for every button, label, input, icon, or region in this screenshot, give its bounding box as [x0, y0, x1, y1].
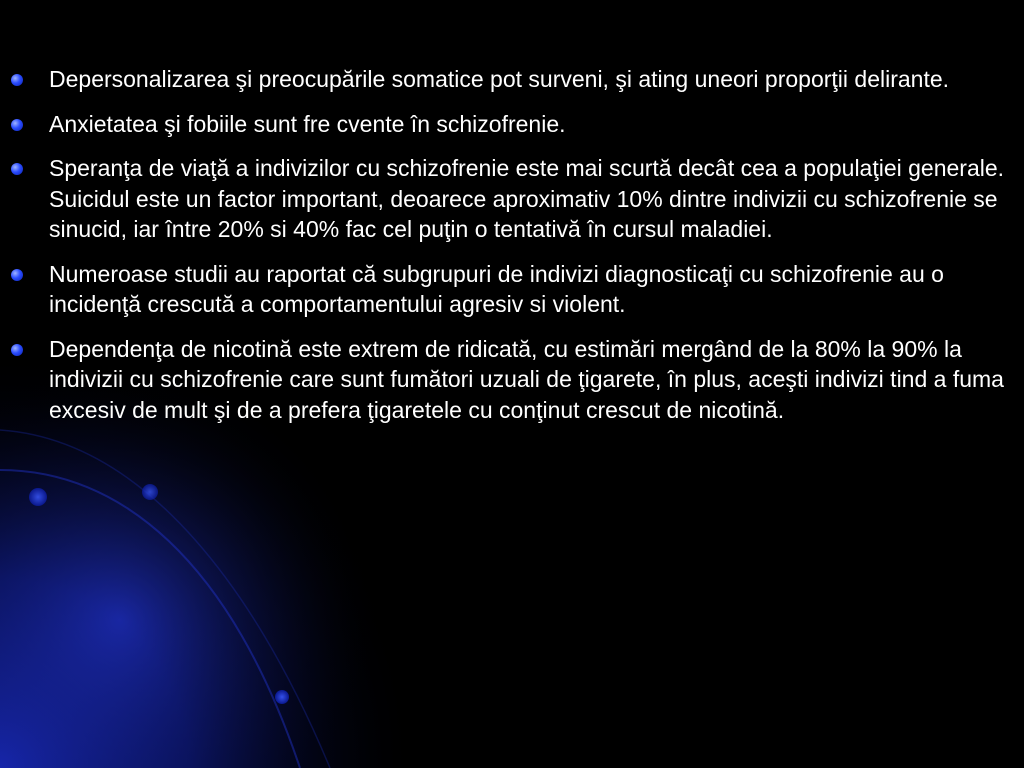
decor-dot [275, 690, 289, 704]
bullet-dot-icon [11, 344, 23, 356]
bullet-text: Depersonalizarea şi preocupările somatice pot surveni, şi ating uneori proporţii delirante. [49, 66, 950, 92]
bullet-dot-icon [11, 74, 23, 86]
bullet-text: Speranţa de viaţă a indivizilor cu schizofrenie este mai scurtă decât cea a populaţiei generale. Suicidul este un factor important, deoarece aproximativ 10% dintre indivizii cu schizofrenie se sinucid, iar între 20% si 40% fac cel puţin o tentativă în cursul maladiei. [49, 155, 1005, 242]
bullet-dot-icon [11, 163, 23, 175]
bullet-dot-icon [11, 269, 23, 281]
bullet-item [0, 153, 1024, 245]
bullet-item [0, 334, 1024, 426]
bullet-text: Numeroase studii au raportat că subgrupuri de indivizi diagnosticaţi cu schizofrenie au o incidenţă crescută a comportamentului agresiv si violent. [49, 260, 944, 317]
decor-dot [142, 484, 158, 500]
slide-content [0, 64, 1024, 439]
bullet-dot-icon [11, 119, 23, 131]
decor-dot [29, 488, 47, 506]
bullet-text: Anxietatea şi fobiile sunt fre cvente în schizofrenie. [49, 110, 566, 137]
bullet-item [0, 64, 1024, 95]
bullet-text: Dependenţa de nicotină este extrem de ridicată, cu estimări mergând de la 80% la 90% la indivizii cu schizofrenie care sunt fumători uzuali de ţigarete, în plus, aceşti indivizi tind a fuma excesiv de mult şi de a prefera ţigaretele cu conţinut crescut de nicotină. [49, 335, 1004, 423]
bullet-item [0, 109, 1024, 140]
bullet-item [0, 259, 1024, 320]
bullet-list [0, 64, 1024, 425]
